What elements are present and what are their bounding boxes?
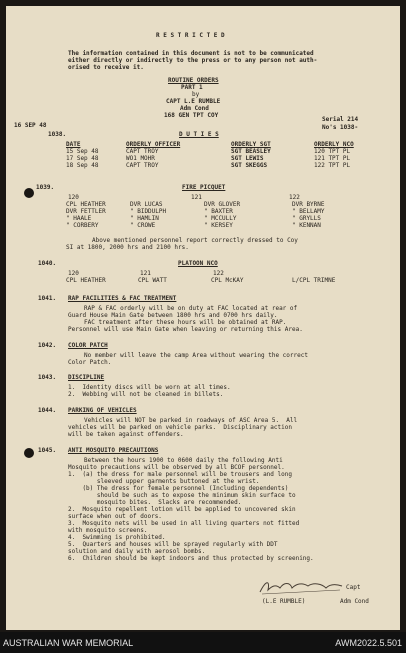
archive-reference: AWM2022.5.501 xyxy=(335,638,402,648)
paragraph-line: No member will leave the camp Area without wearing the correct xyxy=(84,352,308,359)
paragraph-line: 1. (a) the dress for male personnel will be trousers and long xyxy=(68,471,292,478)
column-header: ORDERLY NCO xyxy=(314,141,354,148)
picquet-member: DVR BYRNE xyxy=(292,201,325,208)
issuing-officer: CAPT L.E RUMBLE xyxy=(166,98,221,105)
paragraph-line: will be taken against offenders. xyxy=(68,431,184,438)
issuing-unit: 168 GEN TPT COY xyxy=(164,112,219,119)
duty-sgt: SGT LEWIS xyxy=(231,155,264,162)
duty-officer: CAPT TROY xyxy=(126,162,159,169)
picquet-member: DVR LUCAS xyxy=(130,201,163,208)
paragraph-line: 4. Swimming is prohibited. xyxy=(68,534,166,541)
picquet-member: " MCCULLY xyxy=(204,215,237,222)
paragraph-line: 2. Mosquito repellent lotion will be applied to uncovered skin xyxy=(68,506,296,513)
platoon-nco: CPL HEATHER xyxy=(66,277,106,284)
picquet-member: " BIDDULPH xyxy=(130,208,167,215)
paragraph-line: SI at 1800, 2000 hrs and 2100 hrs. xyxy=(66,244,189,251)
document-page xyxy=(6,6,400,630)
picquet-member: " KENNAN xyxy=(292,222,321,229)
picquet-member: " HAMLIN xyxy=(130,215,159,222)
platoon-nco: CPL McKAY xyxy=(211,277,244,284)
section-number: 1044. xyxy=(38,407,57,414)
archive-footer xyxy=(0,632,406,653)
section-title: COLOR PATCH xyxy=(68,342,108,349)
column-header: ORDERLY SGT xyxy=(231,141,271,148)
paragraph-line: mosquito bites. Slacks are recommended. xyxy=(68,499,242,506)
paragraph-line: 5. Quarters and houses will be sprayed regularly with DDT xyxy=(68,541,278,548)
picquet-member: " CORBERY xyxy=(66,222,99,229)
platoon-number: 122 xyxy=(213,270,224,277)
section-number: 1041. xyxy=(38,295,57,302)
paragraph-line: solution and daily with aerosol bombs. xyxy=(68,548,206,555)
punch-hole xyxy=(24,188,34,198)
platoon-nco: CPL WATT xyxy=(138,277,167,284)
paragraph-line: 2. Webbing will not be cleaned in billets. xyxy=(68,391,224,398)
picquet-member: " GRYLLS xyxy=(292,215,321,222)
order-numbers: No's 1038- xyxy=(322,124,359,131)
picquet-member: DVR GLOVER xyxy=(204,201,241,208)
duty-date: 15 Sep 48 xyxy=(66,148,99,155)
section-title: FIRE PICQUET xyxy=(182,184,226,191)
section-number: 1042. xyxy=(38,342,57,349)
order-date: 16 SEP 48 xyxy=(14,122,47,129)
paragraph-line: should be such as to expose the minimum skin surface to xyxy=(68,492,296,499)
restricted-heading: R E S T R I C T E D xyxy=(156,32,225,39)
orders-by: by xyxy=(192,91,200,98)
paragraph-line: sleeved upper garments buttoned at the wrist. xyxy=(68,478,260,485)
paragraph-line: Mosquito precautions will be observed by all BCOF personnel. xyxy=(68,464,285,471)
duty-date: 18 Sep 48 xyxy=(66,162,99,169)
column-header: ORDERLY OFFICER xyxy=(126,141,181,148)
punch-hole xyxy=(24,448,34,458)
platoon-number: 121 xyxy=(191,194,202,201)
platoon-number: 120 xyxy=(68,270,79,277)
orders-part: PART 1 xyxy=(181,84,203,91)
platoon-nco: L/CPL TRIMNE xyxy=(292,277,336,284)
section-number: 1038. xyxy=(48,131,67,138)
issuing-role: Adm Cond xyxy=(180,105,209,112)
paragraph-line: Color Patch. xyxy=(68,359,112,366)
duty-sgt: SGT BEASLEY xyxy=(231,148,271,155)
duty-nco: 122 TPT PL xyxy=(314,162,351,169)
platoon-number: 120 xyxy=(68,194,79,201)
section-title: RAP FACILITIES & FAC TREATMENT xyxy=(68,295,177,302)
signature-rank: Capt xyxy=(346,584,361,591)
signature-name: (L.E RUMBLE) xyxy=(262,598,306,605)
duty-sgt: SGT SKEGGS xyxy=(231,162,268,169)
serial-number: Serial 214 xyxy=(322,116,359,123)
paragraph-line: Vehicles will NOT be parked in roadways of ASC Area 5. All xyxy=(84,417,298,424)
picquet-member: " HAALE xyxy=(66,215,92,222)
picquet-member: CPL HEATHER xyxy=(66,201,106,208)
paragraph-line: with mosquito screens. xyxy=(68,527,148,534)
duty-officer: CAPT TROY xyxy=(126,148,159,155)
section-title: DISCIPLINE xyxy=(68,374,105,381)
section-title: D U T I E S xyxy=(179,131,219,138)
duty-officer: WO1 MOHR xyxy=(126,155,155,162)
archive-name: AUSTRALIAN WAR MEMORIAL xyxy=(3,638,134,648)
section-title: PLATOON NCO xyxy=(178,260,218,267)
column-header: DATE xyxy=(66,141,81,148)
paragraph-line: Personnel will use Main Gate when leaving or returning this Area. xyxy=(68,326,303,333)
section-number: 1040. xyxy=(38,260,57,267)
duty-nco: 121 TPT PL xyxy=(314,155,351,162)
duty-nco: 120 TPT PL xyxy=(314,148,351,155)
section-title: ANTI MOSQUITO PRECAUTIONS xyxy=(68,447,159,454)
orders-title: ROUTINE ORDERS xyxy=(168,77,219,84)
paragraph-line: 3. Mosquito nets will be used in all living quarters not fitted xyxy=(68,520,300,527)
picquet-member: " CROWE xyxy=(130,222,156,229)
paragraph-line: Guard House Main Gate between 1800 hrs and 0700 hrs daily. xyxy=(68,312,278,319)
signature-role: Adm Cond xyxy=(340,598,369,605)
paragraph-line: surface when out of doors. xyxy=(68,513,162,520)
picquet-member: DVR FETTLER xyxy=(66,208,106,215)
paragraph-line: FAC treatment after these hours will be obtained at RAP. xyxy=(84,319,287,326)
paragraph-line: RAP & FAC orderly will be on duty at FAC located at rear of xyxy=(84,305,298,312)
picquet-member: " KERSEY xyxy=(204,222,233,229)
handwritten-signature xyxy=(256,576,346,598)
section-number: 1043. xyxy=(38,374,57,381)
picquet-member: " BAXTER xyxy=(204,208,233,215)
paragraph-line: Between the hours 1900 to 0600 daily the following Anti xyxy=(84,457,283,464)
notice-line: The information contained in this document is not to be communicated xyxy=(68,50,314,57)
paragraph-line: vehicles will be parked on vehicle parks. Disciplinary action xyxy=(68,424,292,431)
notice-line: either directly or indirectly to the press or to any person not auth- xyxy=(68,57,318,64)
section-title: PARKING OF VEHICLES xyxy=(68,407,137,414)
platoon-number: 122 xyxy=(289,194,300,201)
section-number: 1039. xyxy=(36,184,55,191)
picquet-member: " BELLAMY xyxy=(292,208,325,215)
notice-line: orised to receive it. xyxy=(68,64,144,71)
paragraph-line: 6. Children should be kept indoors and thus protected by screening. xyxy=(68,555,314,562)
section-number: 1045. xyxy=(38,447,57,454)
paragraph-line: 1. Identity discs will be worn at all times. xyxy=(68,384,231,391)
platoon-number: 121 xyxy=(140,270,151,277)
paragraph-line: (b) The dress for female personnel (Including dependents) xyxy=(68,485,289,492)
paragraph-line: Above mentioned personnel report correctly dressed to Coy xyxy=(92,237,298,244)
duty-date: 17 Sep 48 xyxy=(66,155,99,162)
